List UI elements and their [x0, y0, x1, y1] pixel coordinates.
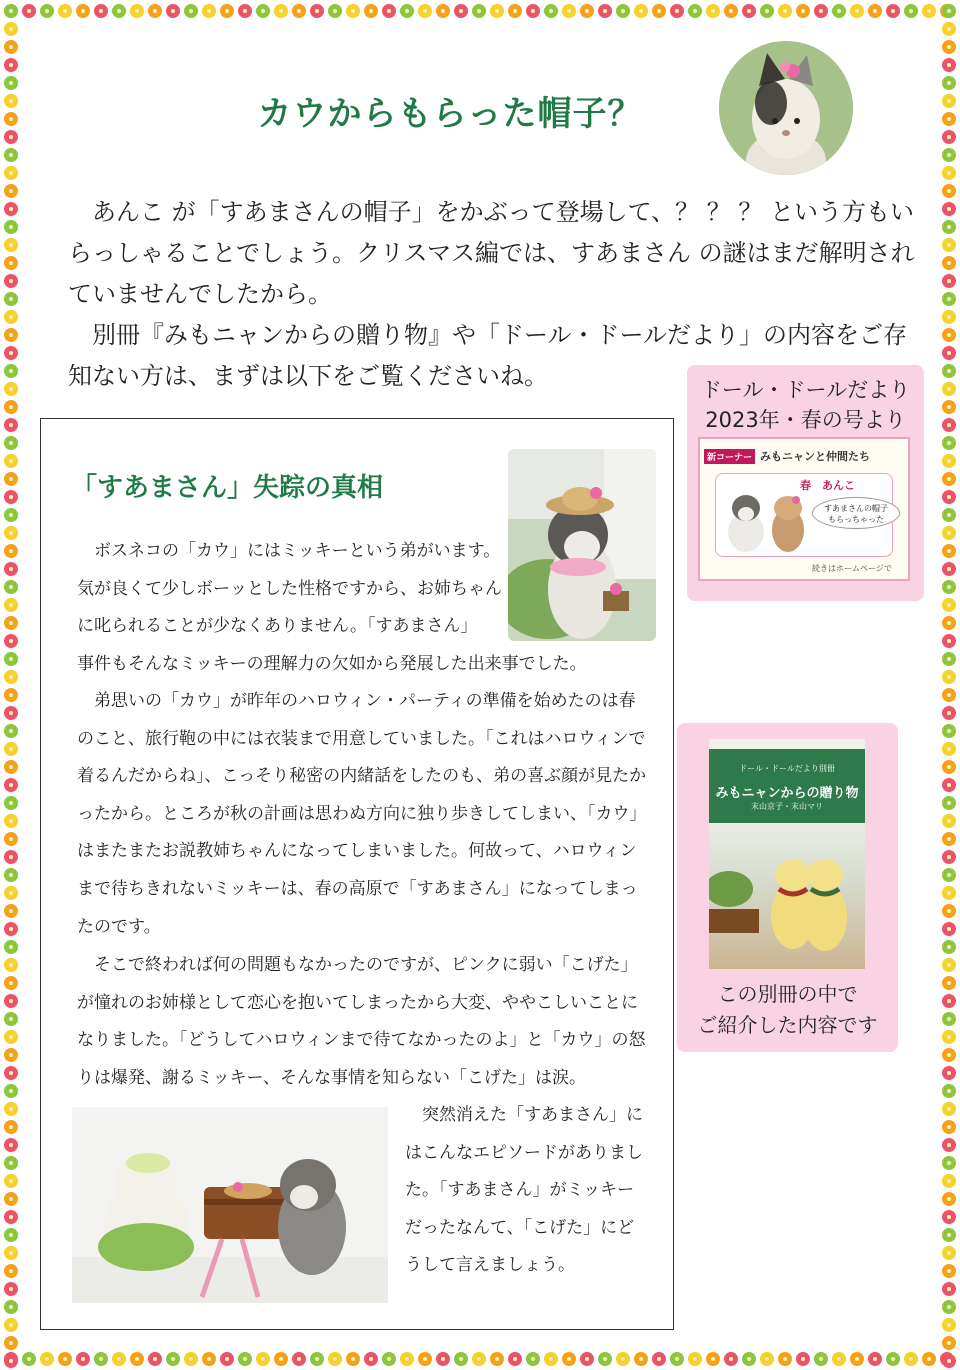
flower-decoration — [942, 598, 956, 612]
flower-decoration — [472, 4, 486, 18]
newsletter-title-line-1: ドール・ドールだより — [700, 378, 911, 402]
flower-decoration — [942, 904, 956, 918]
book-cover — [709, 739, 865, 969]
flower-decoration — [4, 22, 18, 36]
flower-decoration — [4, 76, 18, 90]
article-heading: 「すあまさん」失踪の真相 — [71, 473, 384, 503]
flower-decoration — [4, 346, 18, 360]
flower-decoration — [724, 1352, 738, 1366]
flower-decoration — [4, 202, 18, 216]
flower-decoration — [508, 1352, 522, 1366]
flower-decoration — [904, 4, 918, 18]
flower-decoration — [148, 1352, 162, 1366]
book-panel — [677, 723, 898, 1052]
newsletter-title — [687, 375, 924, 435]
article-photo-cats-with-suitcase — [72, 1107, 388, 1303]
flower-decoration — [942, 670, 956, 684]
flower-decoration — [4, 418, 18, 432]
flower-decoration — [942, 526, 956, 540]
flower-border-right — [938, 0, 960, 1370]
flower-decoration — [4, 1156, 18, 1170]
flower-decoration — [256, 4, 270, 18]
flower-decoration — [4, 508, 18, 522]
flower-border-bottom — [0, 1348, 960, 1370]
flower-decoration — [562, 4, 576, 18]
flower-decoration — [4, 310, 18, 324]
flower-decoration — [942, 1192, 956, 1206]
flower-decoration — [4, 220, 18, 234]
flower-decoration — [4, 256, 18, 270]
flower-decoration — [942, 346, 956, 360]
flower-decoration — [886, 4, 900, 18]
flower-decoration — [942, 616, 956, 630]
newsletter-corner-heading: みもニャンと仲間たち — [760, 450, 870, 463]
flower-decoration — [942, 454, 956, 468]
article-box — [40, 418, 674, 1330]
flower-decoration — [942, 1156, 956, 1170]
flower-decoration — [4, 382, 18, 396]
flower-decoration — [220, 1352, 234, 1366]
flower-decoration — [4, 706, 18, 720]
flower-decoration — [508, 4, 522, 18]
flower-decoration — [942, 310, 956, 324]
book-title: みもニャンからの贈り物 — [715, 786, 859, 801]
flower-decoration — [868, 1352, 882, 1366]
article-paragraph-4: 突然消えた「すあまさん」にはこんなエピソードがありました。「すあまさん」がミッキーだったなんて、「こげた」にどうして言えましょう。 — [405, 1105, 643, 1276]
flower-decoration — [942, 382, 956, 396]
flower-decoration — [4, 1300, 18, 1314]
flower-decoration — [942, 22, 956, 36]
flower-decoration — [942, 58, 956, 72]
flower-decoration — [4, 634, 18, 648]
flower-decoration — [382, 1352, 396, 1366]
flower-decoration — [418, 1352, 432, 1366]
flower-decoration — [4, 940, 18, 954]
flower-decoration — [942, 4, 956, 18]
flower-decoration — [942, 328, 956, 342]
flower-decoration — [942, 1264, 956, 1278]
flower-decoration — [4, 328, 18, 342]
flower-decoration — [4, 58, 18, 72]
newsletter-footer: 続きはホームページで — [812, 564, 892, 573]
flower-decoration — [166, 1352, 180, 1366]
flower-decoration — [4, 652, 18, 666]
flower-decoration — [942, 1354, 956, 1368]
flower-decoration — [942, 418, 956, 432]
flower-decoration — [580, 4, 594, 18]
flower-decoration — [942, 1246, 956, 1260]
flower-decoration — [4, 598, 18, 612]
flower-decoration — [942, 994, 956, 1008]
flower-decoration — [76, 1352, 90, 1366]
flower-decoration — [670, 4, 684, 18]
flower-decoration — [274, 4, 288, 18]
speech-bubble-line-1: すあまさんの帽子 — [824, 504, 888, 513]
flower-decoration — [942, 1174, 956, 1188]
flower-decoration — [922, 1352, 936, 1366]
flower-decoration — [942, 562, 956, 576]
flower-decoration — [942, 274, 956, 288]
flower-decoration — [4, 1210, 18, 1224]
flower-decoration — [4, 4, 18, 18]
flower-decoration — [4, 1282, 18, 1296]
flower-decoration — [400, 1352, 414, 1366]
flower-border-left — [0, 0, 22, 1370]
flower-decoration — [4, 904, 18, 918]
flower-decoration — [364, 1352, 378, 1366]
flower-decoration — [832, 4, 846, 18]
flower-decoration — [382, 4, 396, 18]
flower-decoration — [202, 4, 216, 18]
flower-decoration — [328, 1352, 342, 1366]
flower-decoration — [942, 130, 956, 144]
newsletter-panel — [687, 365, 924, 601]
flower-decoration — [922, 4, 936, 18]
flower-decoration — [4, 1228, 18, 1242]
flower-decoration — [40, 4, 54, 18]
book-caption-line-2: ご紹介した内容です — [697, 1013, 878, 1037]
flower-decoration — [942, 778, 956, 792]
newsletter-thumbnail — [698, 437, 910, 581]
flower-decoration — [184, 4, 198, 18]
flower-decoration — [4, 1138, 18, 1152]
flower-decoration — [4, 832, 18, 846]
flower-decoration — [4, 778, 18, 792]
flower-decoration — [4, 238, 18, 252]
flower-decoration — [4, 994, 18, 1008]
flower-decoration — [544, 4, 558, 18]
flower-decoration — [706, 1352, 720, 1366]
flower-decoration — [4, 580, 18, 594]
flower-decoration — [670, 1352, 684, 1366]
flower-decoration — [4, 1318, 18, 1332]
flower-decoration — [328, 4, 342, 18]
flower-decoration — [942, 940, 956, 954]
flower-decoration — [942, 220, 956, 234]
flower-decoration — [942, 202, 956, 216]
flower-decoration — [942, 112, 956, 126]
flower-decoration — [832, 1352, 846, 1366]
newsletter-title-line-2: 2023年・春の号より — [705, 408, 906, 432]
flower-decoration — [814, 4, 828, 18]
flower-decoration — [436, 4, 450, 18]
flower-decoration — [942, 814, 956, 828]
flower-decoration — [942, 364, 956, 378]
flower-decoration — [942, 652, 956, 666]
flower-decoration — [4, 472, 18, 486]
flower-decoration — [4, 886, 18, 900]
flower-decoration — [256, 1352, 270, 1366]
flower-decoration — [4, 742, 18, 756]
flower-decoration — [942, 832, 956, 846]
book-caption-line-1: この別冊の中で — [717, 982, 858, 1006]
flower-decoration — [616, 4, 630, 18]
flower-decoration — [4, 760, 18, 774]
flower-decoration — [4, 274, 18, 288]
flower-decoration — [526, 4, 540, 18]
flower-decoration — [942, 1300, 956, 1314]
flower-decoration — [4, 1102, 18, 1116]
page-title: カウからもらった帽子？ — [257, 94, 643, 134]
flower-decoration — [688, 1352, 702, 1366]
flower-decoration — [942, 1210, 956, 1224]
flower-decoration — [562, 1352, 576, 1366]
flower-decoration — [598, 4, 612, 18]
flower-decoration — [292, 4, 306, 18]
book-authors: 末山京子・末山マリ — [751, 802, 823, 811]
flower-decoration — [112, 1352, 126, 1366]
newsletter-character-name: 春 あんこ — [800, 479, 855, 492]
flower-decoration — [4, 1084, 18, 1098]
article-paragraph-1: ボスネコの「カウ」にはミッキーという弟がいます。気が良くて少しボーッとした性格ですから、お姉ちゃんに叱られることが少なくありません。「すあまさん」 — [77, 541, 502, 637]
flower-decoration — [22, 1352, 36, 1366]
flower-decoration — [942, 958, 956, 972]
flower-decoration — [942, 1336, 956, 1350]
flower-decoration — [310, 4, 324, 18]
flower-decoration — [346, 4, 360, 18]
flower-decoration — [742, 4, 756, 18]
flower-decoration — [634, 1352, 648, 1366]
book-series: ドール・ドールだより別冊 — [739, 764, 835, 773]
flower-decoration — [4, 850, 18, 864]
flower-decoration — [4, 868, 18, 882]
flower-decoration — [814, 1352, 828, 1366]
flower-decoration — [166, 4, 180, 18]
flower-decoration — [4, 436, 18, 450]
flower-decoration — [76, 4, 90, 18]
flower-decoration — [942, 94, 956, 108]
flower-decoration — [942, 760, 956, 774]
flower-decoration — [724, 4, 738, 18]
flower-decoration — [942, 850, 956, 864]
flower-decoration — [942, 76, 956, 90]
flower-decoration — [778, 1352, 792, 1366]
flower-decoration — [4, 148, 18, 162]
flower-decoration — [942, 1066, 956, 1080]
flower-decoration — [850, 4, 864, 18]
flower-decoration — [4, 1066, 18, 1080]
flower-decoration — [942, 184, 956, 198]
flower-decoration — [942, 1030, 956, 1044]
flower-decoration — [942, 922, 956, 936]
flower-decoration — [652, 4, 666, 18]
flower-decoration — [942, 400, 956, 414]
flower-decoration — [942, 436, 956, 450]
flower-decoration — [942, 508, 956, 522]
flower-decoration — [58, 4, 72, 18]
intro-paragraph-1: あんこ が「すあまさんの帽子」をかぶって登場して、？ ？ ？ という方もいらっしゃることでしょう。クリスマス編では、すあまさん の謎はまだ解明されていませんでしたから。 — [68, 198, 915, 308]
flower-decoration — [112, 4, 126, 18]
flower-decoration — [598, 1352, 612, 1366]
flower-decoration — [942, 40, 956, 54]
flower-decoration — [942, 1012, 956, 1026]
flower-decoration — [94, 1352, 108, 1366]
flower-decoration — [22, 4, 36, 18]
flower-decoration — [454, 1352, 468, 1366]
flower-decoration — [942, 1120, 956, 1134]
flower-decoration — [4, 292, 18, 306]
flower-decoration — [4, 1048, 18, 1062]
flower-decoration — [4, 184, 18, 198]
flower-decoration — [886, 1352, 900, 1366]
flower-decoration — [868, 4, 882, 18]
flower-decoration — [4, 616, 18, 630]
flower-decoration — [942, 742, 956, 756]
flower-decoration — [4, 490, 18, 504]
intro-paragraph-2: 別冊『みもニャンからの贈り物』や「ドール・ドールだより」の内容をご存知ない方は、まずは以下をご覧くださいね。 — [68, 321, 908, 390]
flower-decoration — [850, 1352, 864, 1366]
flower-decoration — [942, 1318, 956, 1332]
flower-decoration — [364, 4, 378, 18]
flower-decoration — [274, 1352, 288, 1366]
flower-decoration — [942, 292, 956, 306]
flower-decoration — [4, 526, 18, 540]
flower-decoration — [688, 4, 702, 18]
flower-decoration — [544, 1352, 558, 1366]
flower-decoration — [634, 4, 648, 18]
flower-decoration — [942, 634, 956, 648]
flower-decoration — [942, 256, 956, 270]
flower-decoration — [652, 1352, 666, 1366]
flower-decoration — [238, 1352, 252, 1366]
flower-decoration — [778, 4, 792, 18]
book-caption — [677, 979, 898, 1041]
flower-decoration — [4, 1264, 18, 1278]
flower-decoration — [472, 1352, 486, 1366]
flower-decoration — [4, 1174, 18, 1188]
flower-decoration — [942, 868, 956, 882]
flower-decoration — [220, 4, 234, 18]
flower-decoration — [526, 1352, 540, 1366]
flower-decoration — [942, 688, 956, 702]
flower-decoration — [942, 724, 956, 738]
flower-decoration — [706, 4, 720, 18]
new-corner-tag: 新コーナー — [704, 449, 755, 464]
flower-decoration — [942, 544, 956, 558]
flower-decoration — [942, 490, 956, 504]
flower-decoration — [130, 4, 144, 18]
flower-decoration — [184, 1352, 198, 1366]
article-paragraph-2: 弟思いの「カウ」が昨年のハロウィン・パーティの準備を始めたのは春のこと、旅行鞄の中には衣装まで用意していました。「これはハロウィンで着るんだからね」、こっそり秘密の内緒話をしたのも、弟の喜ぶ顔が見たかったから。ところが秋の計画は思わぬ方向に独り歩きしてしまい、「カウ」はまたまたお説教姉ちゃんになってしまいました。何故って、ハロウィンまで待ちきれないミッキーは、春の高原で「すあまさん」になってしまったのです。 — [77, 691, 647, 937]
flower-decoration — [942, 796, 956, 810]
flower-decoration — [4, 922, 18, 936]
flower-decoration — [418, 4, 432, 18]
flower-decoration — [942, 976, 956, 990]
speech-bubble — [812, 497, 900, 529]
flower-decoration — [942, 1048, 956, 1062]
flower-decoration — [202, 1352, 216, 1366]
flower-decoration — [292, 1352, 306, 1366]
flower-decoration — [942, 580, 956, 594]
flower-decoration — [346, 1352, 360, 1366]
portrait-photo — [719, 41, 853, 175]
flower-decoration — [760, 1352, 774, 1366]
flower-decoration — [760, 4, 774, 18]
flower-decoration — [4, 400, 18, 414]
flower-decoration — [942, 472, 956, 486]
flower-decoration — [942, 238, 956, 252]
flower-decoration — [796, 1352, 810, 1366]
flower-decoration — [796, 4, 810, 18]
flower-decoration — [4, 1012, 18, 1026]
flower-decoration — [4, 796, 18, 810]
flower-decoration — [4, 166, 18, 180]
flower-border-top — [0, 0, 960, 22]
flower-decoration — [238, 4, 252, 18]
flower-decoration — [4, 544, 18, 558]
flower-decoration — [4, 958, 18, 972]
flower-decoration — [4, 1354, 18, 1368]
flower-decoration — [942, 166, 956, 180]
flower-decoration — [942, 886, 956, 900]
article-paragraph-3: そこで終われば何の問題もなかったのですが、ピンクに弱い「こげた」が憧れのお姉様として恋心を抱いてしまったから大変、ややこしいことになりました。「どうしてハロウィンまで待てなかったのよ」と「カウ」の怒りは爆発、謝るミッキー、そんな事情を知らない「こげた」は涙。 — [77, 955, 646, 1088]
flower-decoration — [4, 814, 18, 828]
speech-bubble-line-2: もらっちゃった — [828, 515, 884, 524]
flower-decoration — [454, 4, 468, 18]
article-photo-cat-with-hat — [508, 449, 656, 641]
flower-decoration — [490, 1352, 504, 1366]
flower-decoration — [4, 724, 18, 738]
flower-decoration — [4, 1030, 18, 1044]
flower-decoration — [4, 130, 18, 144]
flower-decoration — [616, 1352, 630, 1366]
flower-decoration — [4, 40, 18, 54]
flower-decoration — [4, 1336, 18, 1350]
flower-decoration — [436, 1352, 450, 1366]
flower-decoration — [4, 112, 18, 126]
flower-decoration — [904, 1352, 918, 1366]
flower-decoration — [94, 4, 108, 18]
article-paragraph-1-tail: 事件もそんなミッキーの理解力の欠如から発展した出来事でした。 — [77, 654, 587, 674]
flower-decoration — [4, 454, 18, 468]
flower-decoration — [490, 4, 504, 18]
flower-decoration — [4, 1120, 18, 1134]
flower-decoration — [4, 976, 18, 990]
flower-decoration — [942, 1282, 956, 1296]
flower-decoration — [148, 4, 162, 18]
flower-decoration — [4, 670, 18, 684]
flower-decoration — [942, 1084, 956, 1098]
flower-decoration — [942, 1138, 956, 1152]
flower-decoration — [942, 1102, 956, 1116]
flower-decoration — [310, 1352, 324, 1366]
flower-decoration — [942, 148, 956, 162]
flower-decoration — [942, 706, 956, 720]
flower-decoration — [4, 94, 18, 108]
flower-decoration — [40, 1352, 54, 1366]
flower-decoration — [4, 1192, 18, 1206]
flower-decoration — [4, 562, 18, 576]
flower-decoration — [942, 1228, 956, 1242]
flower-decoration — [58, 1352, 72, 1366]
flower-decoration — [4, 688, 18, 702]
flower-decoration — [580, 1352, 594, 1366]
flower-decoration — [742, 1352, 756, 1366]
flower-decoration — [130, 1352, 144, 1366]
flower-decoration — [4, 1246, 18, 1260]
flower-decoration — [4, 364, 18, 378]
flower-decoration — [400, 4, 414, 18]
